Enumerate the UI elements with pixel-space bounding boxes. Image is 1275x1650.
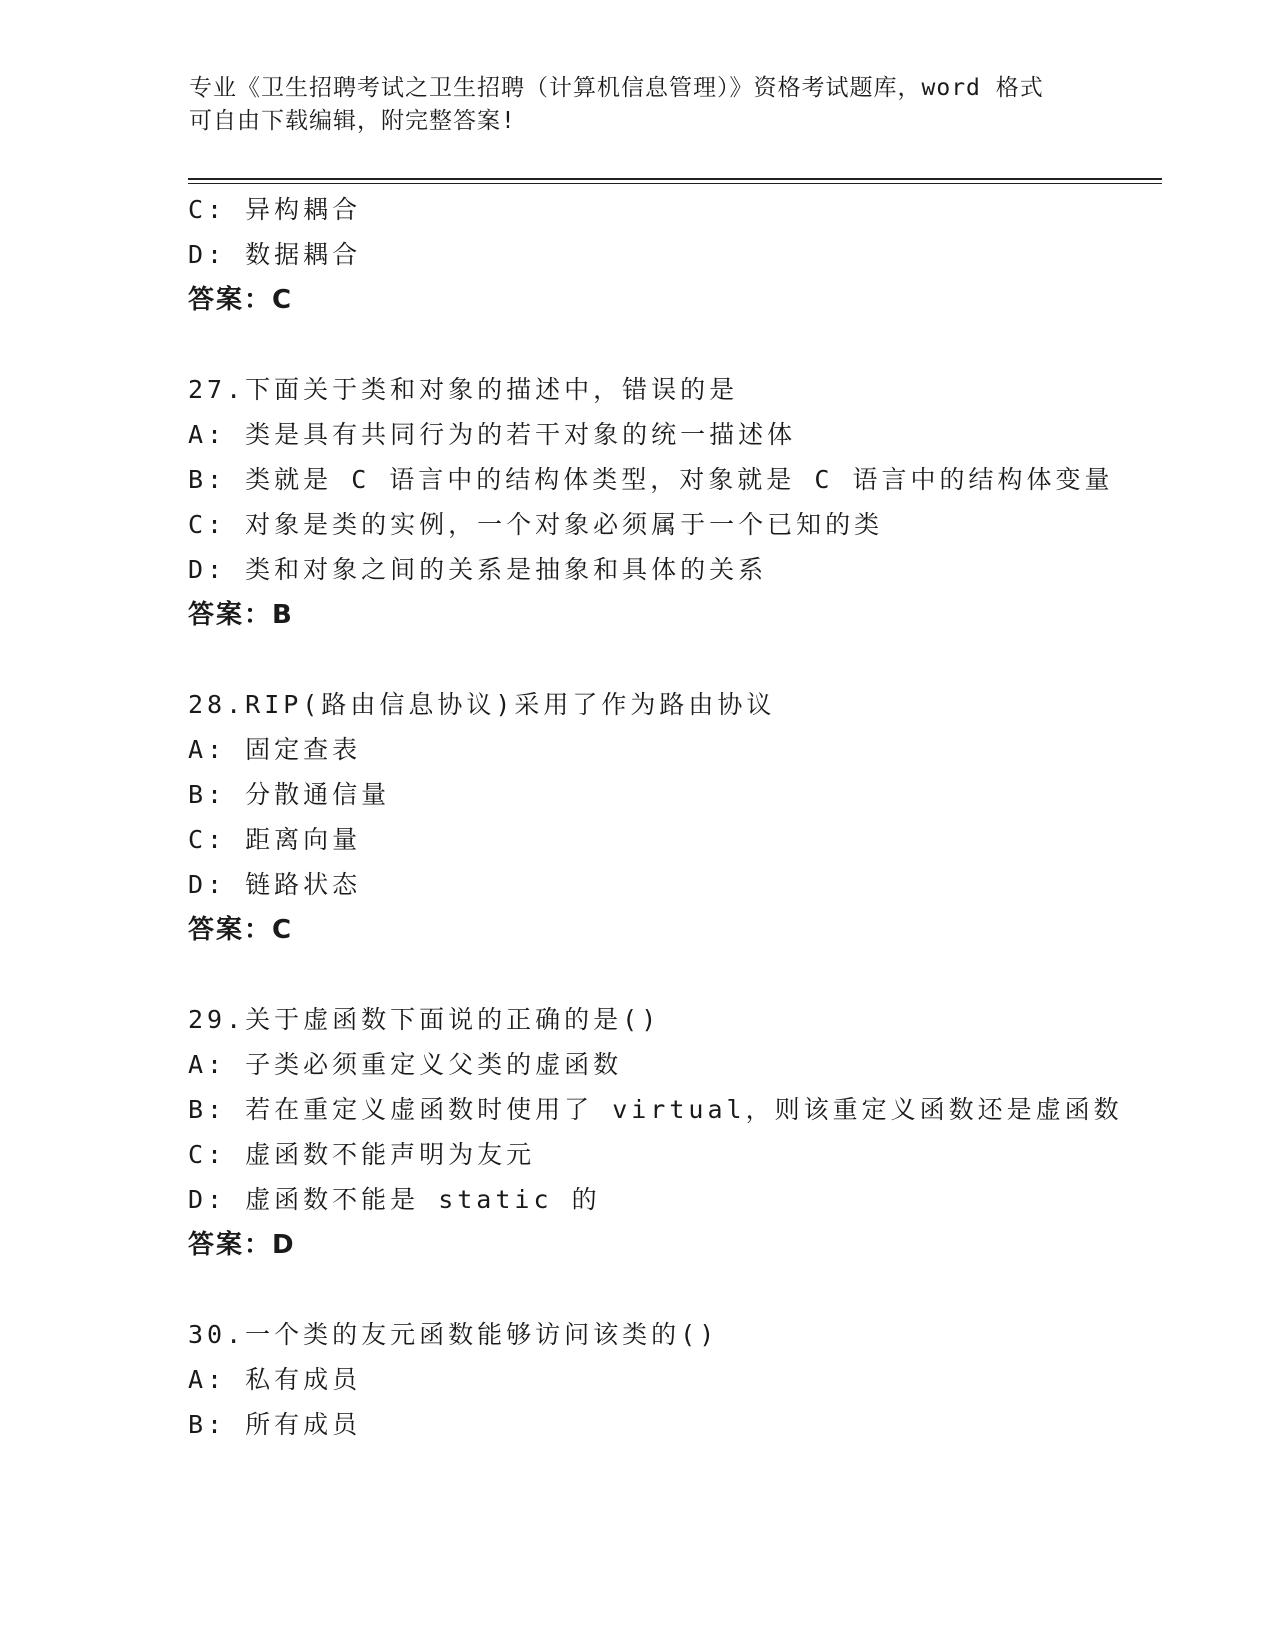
header-line-2: 可自由下载编辑，附完整答案! bbox=[189, 108, 516, 134]
q28-option-c: C: 距离向量 bbox=[188, 825, 362, 854]
q30-option-a: A: 私有成员 bbox=[188, 1365, 362, 1394]
q27-option-d: D: 类和对象之间的关系是抽象和具体的关系 bbox=[188, 555, 768, 584]
q28-option-a: A: 固定查表 bbox=[188, 735, 362, 764]
q27-question: 27.下面关于类和对象的描述中，错误的是 bbox=[188, 375, 739, 404]
q28-question: 28.RIP(路由信息协议)采用了作为路由协议 bbox=[188, 690, 776, 719]
q29-option-a: A: 子类必须重定义父类的虚函数 bbox=[188, 1050, 623, 1079]
header-rule-thick bbox=[188, 178, 1162, 180]
q30-question: 30.一个类的友元函数能够访问该类的() bbox=[188, 1320, 719, 1349]
q29-option-b: B: 若在重定义虚函数时使用了 virtual，则该重定义函数还是虚函数 bbox=[188, 1095, 1123, 1124]
q27-option-b: B: 类就是 C 语言中的结构体类型，对象就是 C 语言中的结构体变量 bbox=[188, 465, 1114, 494]
header-line-1: 专业《卫生招聘考试之卫生招聘（计算机信息管理）》资格考试题库，word 格式 bbox=[189, 75, 1044, 101]
q30-option-b: B: 所有成员 bbox=[188, 1410, 362, 1439]
page-header bbox=[189, 72, 1089, 138]
q27-option-c: C: 对象是类的实例，一个对象必须属于一个已知的类 bbox=[188, 510, 884, 539]
q29-question: 29.关于虚函数下面说的正确的是() bbox=[188, 1005, 661, 1034]
q26-option-d: D: 数据耦合 bbox=[188, 240, 362, 269]
q29-option-c: C: 虚函数不能声明为友元 bbox=[188, 1140, 536, 1169]
q29-option-d: D: 虚函数不能是 static 的 bbox=[188, 1185, 601, 1214]
q29-answer: 答案：D bbox=[188, 1230, 296, 1260]
q28-answer: 答案：C bbox=[188, 915, 294, 945]
q27-answer: 答案：B bbox=[188, 600, 294, 630]
q28-option-d: D: 链路状态 bbox=[188, 870, 362, 899]
q26-answer: 答案：C bbox=[188, 285, 294, 315]
q28-option-b: B: 分散通信量 bbox=[188, 780, 391, 809]
q27-option-a: A: 类是具有共同行为的若干对象的统一描述体 bbox=[188, 420, 797, 449]
header-rule-thin bbox=[188, 183, 1162, 184]
q26-option-c: C: 异构耦合 bbox=[188, 195, 362, 224]
